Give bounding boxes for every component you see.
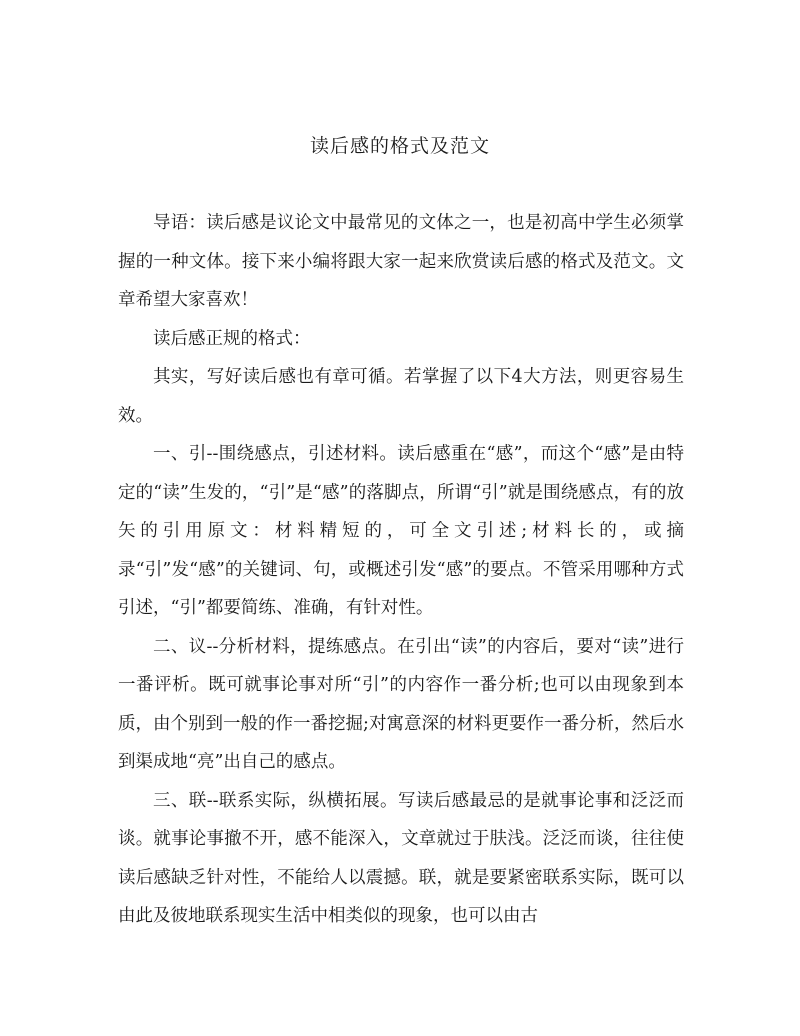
document-body: [118, 204, 684, 936]
paragraph-methods-intro: 其实，写好读后感也有章可循。若掌握了以下4大方法，则更容易生效。: [118, 367, 684, 426]
paragraph-intro: 导语：读后感是议论文中最常见的文体之一，也是初高中学生必须掌握的一种文体。接下来小编将跟大家一起来欣赏读后感的格式及范文。文章希望大家喜欢！: [118, 213, 684, 310]
paragraph-method-one: 一、引--围绕感点，引述材料。读后感重在“感”，而这个“感”是由特定的“读”生发的，“引”是“感”的落脚点，所谓“引”就是围绕感点，有的放矢的引用原文：材料精短的，可全文引述;材料长的，或摘录“引”发“感”的关键词、句，或概述引发“感”的要点。不管采用哪种方式引述，“引”都要简练、准确，有针对性。: [118, 444, 684, 618]
paragraph-method-two: 二、议--分析材料，提练感点。在引出“读”的内容后，要对“读”进行一番评析。既可就事论事对所“引”的内容作一番分析;也可以由现象到本质，由个别到一般的作一番挖掘;对寓意深的材料更要作一番分析，然后水到渠成地“亮”出自己的感点。: [118, 636, 684, 772]
document-title: 读后感的格式及范文: [309, 135, 490, 157]
paragraph-method-three: 三、联--联系实际，纵横拓展。写读后感最忌的是就事论事和泛泛而谈。就事论事撤不开，感不能深入，文章就过于肤浅。泛泛而谈，往往使读后感缺乏针对性，不能给人以震撼。联，就是要紧密联系实际，既可以由此及彼地联系现实生活中相类似的现象，也可以由古: [118, 790, 684, 926]
paragraph-format-heading: 读后感正规的格式：: [153, 328, 311, 349]
